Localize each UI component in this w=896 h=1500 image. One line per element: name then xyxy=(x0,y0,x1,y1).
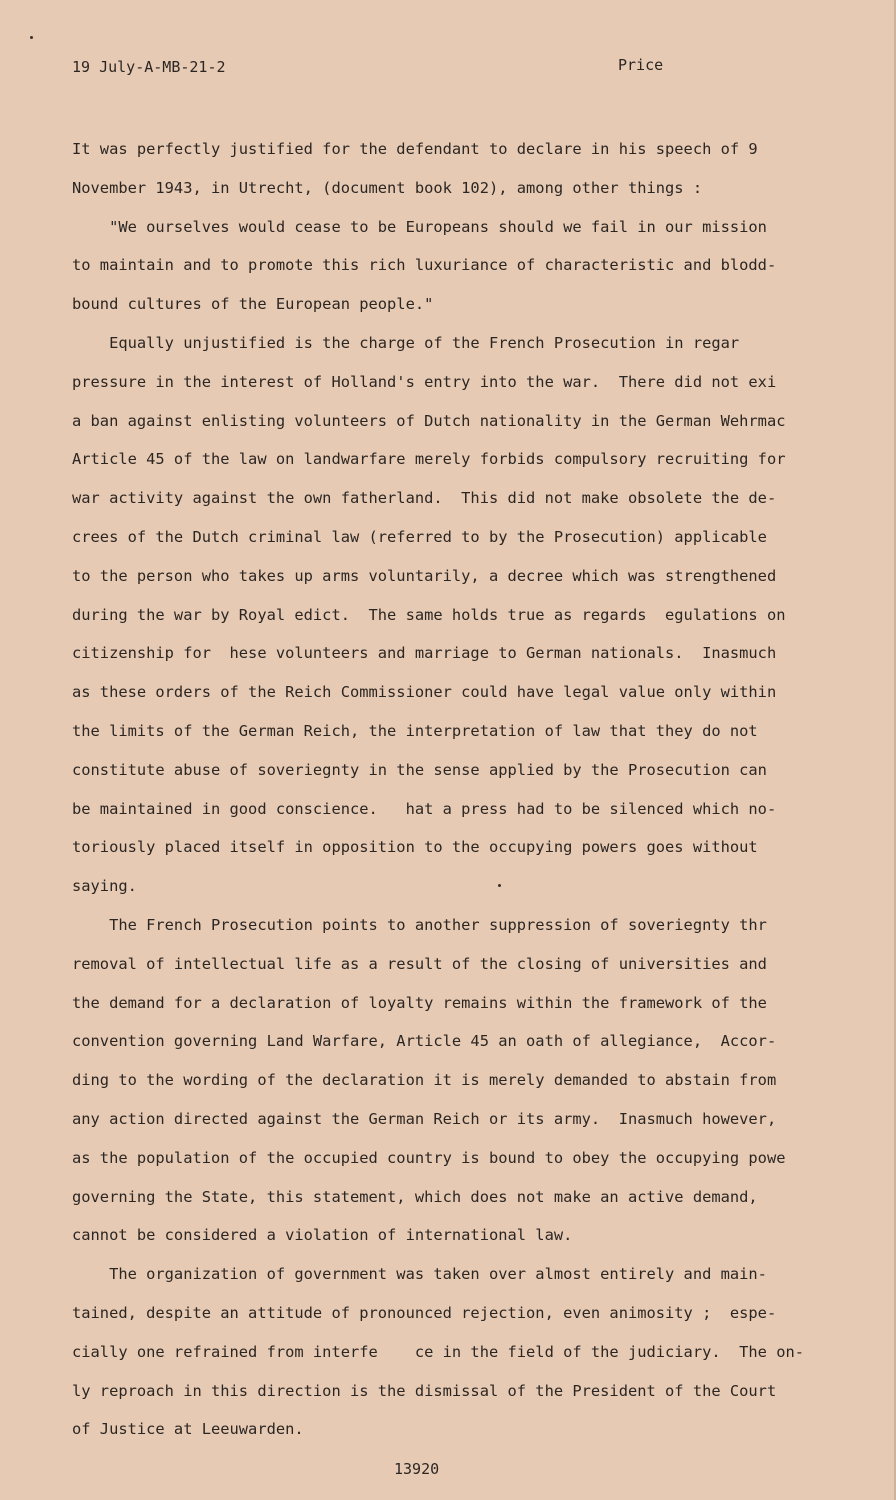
text-line: the demand for a declaration of loyalty remains within the framework of the xyxy=(72,993,767,1012)
text-line: toriously placed itself in opposition to the occupying powers goes without xyxy=(72,838,758,857)
text-line: citizenship for hese volunteers and marriage to German nationals. Inasmuch xyxy=(72,644,777,663)
text-line: ding to the wording of the declaration it is merely demanded to abstain from xyxy=(72,1071,777,1090)
text-line: It was perfectly justified for the defendant to declare in his speech of 9 xyxy=(72,140,758,158)
speaker-name: Price xyxy=(618,56,664,74)
text-line: of Justice at Leeuwarden. xyxy=(72,1420,304,1439)
text-line: a ban against enlisting volunteers of Dutch nationality in the German Wehrmac xyxy=(72,411,786,430)
text-line: pressure in the interest of Holland's entry into the war. There did not exi xyxy=(72,372,777,391)
text-line: the limits of the German Reich, the interpretation of law that they do not xyxy=(72,721,758,740)
text-line: removal of intellectual life as a result of the closing of universities and xyxy=(72,954,767,973)
text-line: during the war by Royal edict. The same holds true as regards egulations on xyxy=(72,605,786,624)
text-line: crees of the Dutch criminal law (referred to by the Prosecution) applicable xyxy=(72,527,767,546)
page-number: 13920 xyxy=(394,1460,440,1478)
text-line: as the population of the occupied country is bound to obey the occupying powe xyxy=(72,1148,786,1167)
text-line: saying. xyxy=(72,877,137,896)
text-line: "We ourselves would cease to be Europeans should we fail in our mission xyxy=(72,217,767,236)
text-line: any action directed against the German Reich or its army. Inasmuch however, xyxy=(72,1109,777,1128)
text-line: bound cultures of the European people." xyxy=(72,295,434,314)
text-line: Article 45 of the law on landwarfare merely forbids compulsory recruiting for xyxy=(72,450,786,469)
body-text xyxy=(72,130,820,1449)
text-line: ly reproach in this direction is the dismissal of the President of the Court xyxy=(72,1381,777,1400)
text-line: as these orders of the Reich Commissioner could have legal value only within xyxy=(72,683,777,702)
text-line: governing the State, this statement, which does not make an active demand, xyxy=(72,1187,758,1206)
text-line: be maintained in good conscience. hat a press had to be silenced which no- xyxy=(72,799,777,818)
text-line: constitute abuse of soveriegnty in the sense applied by the Prosecution can xyxy=(72,760,767,779)
text-line: November 1943, in Utrecht, (document book 102), among other things : xyxy=(72,178,703,197)
text-line: to maintain and to promote this rich luxuriance of characteristic and blodd- xyxy=(72,256,777,275)
text-line: to the person who takes up arms voluntarily, a decree which was strengthened xyxy=(72,566,777,585)
document-id: 19 July-A-MB-21-2 xyxy=(72,58,226,76)
ink-speck xyxy=(30,36,33,39)
text-line: tained, despite an attitude of pronounced rejection, even animosity ; espe- xyxy=(72,1303,777,1322)
text-line: war activity against the own fatherland. This did not make obsolete the de- xyxy=(72,489,777,508)
text-line: The organization of government was taken over almost entirely and main- xyxy=(72,1265,767,1284)
text-line: cannot be considered a violation of international law. xyxy=(72,1226,573,1245)
text-line: cially one refrained from interfe ce in the field of the judiciary. The on- xyxy=(72,1342,805,1361)
text-line: Equally unjustified is the charge of the French Prosecution in regar xyxy=(72,333,740,352)
text-line: convention governing Land Warfare, Article 45 an oath of allegiance, Accor- xyxy=(72,1032,777,1051)
text-line: The French Prosecution points to another suppression of soveriegnty thr xyxy=(72,915,767,934)
